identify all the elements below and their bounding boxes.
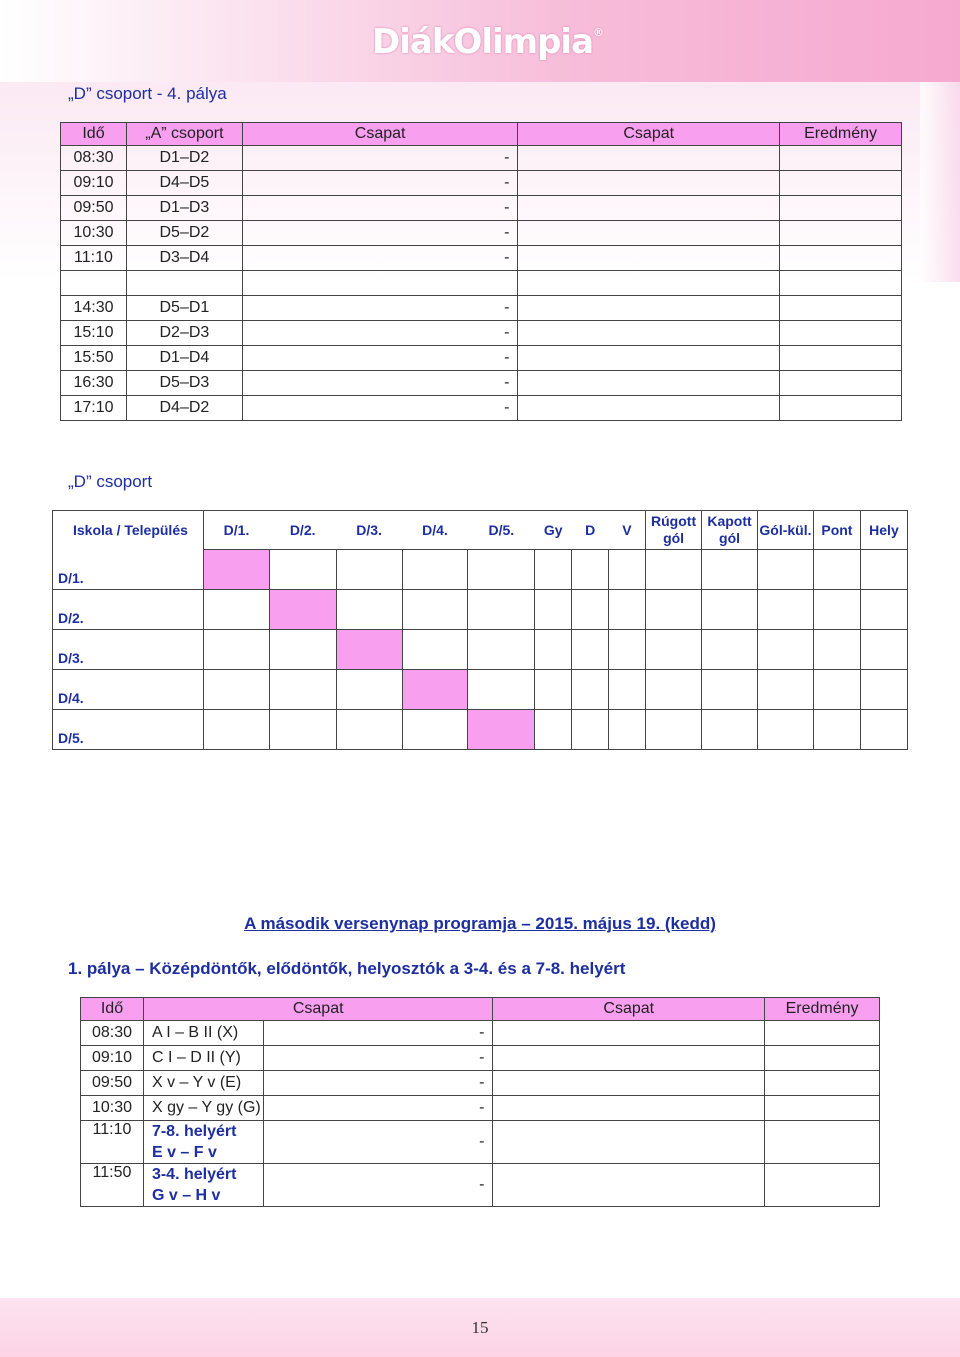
team1-cell: - bbox=[263, 1071, 493, 1096]
cell bbox=[468, 550, 535, 590]
time-cell: 11:50 bbox=[81, 1164, 144, 1207]
group-title: „D” csoport bbox=[68, 472, 153, 491]
team1-cell: - bbox=[242, 396, 518, 421]
match-cell: D5–D2 bbox=[126, 221, 242, 246]
cell bbox=[702, 550, 758, 590]
team2-cell bbox=[518, 171, 780, 196]
cell bbox=[646, 669, 702, 709]
team2-cell bbox=[518, 271, 780, 296]
group-row bbox=[53, 709, 908, 749]
cell bbox=[860, 669, 907, 709]
cell bbox=[646, 629, 702, 669]
cell bbox=[269, 669, 336, 709]
col-header: Eredmény bbox=[765, 998, 880, 1021]
result-cell bbox=[765, 1021, 880, 1046]
team2-cell bbox=[518, 246, 780, 271]
col-header: Idő bbox=[61, 123, 127, 146]
cell bbox=[336, 709, 402, 749]
table-row bbox=[61, 196, 902, 221]
col-header: D/2. bbox=[269, 511, 336, 550]
cell bbox=[572, 629, 609, 669]
result-cell bbox=[780, 246, 902, 271]
team1-cell: - bbox=[242, 146, 518, 171]
time-cell: 17:10 bbox=[61, 396, 127, 421]
group-row bbox=[53, 629, 908, 669]
cell bbox=[336, 669, 402, 709]
time-cell: 09:50 bbox=[61, 196, 127, 221]
team2-cell bbox=[518, 371, 780, 396]
table-row bbox=[61, 296, 902, 321]
time-cell: 15:10 bbox=[61, 321, 127, 346]
match-cell bbox=[143, 1164, 263, 1207]
match-cell: X gy – Y gy (G) bbox=[143, 1096, 263, 1121]
group-row bbox=[53, 550, 908, 590]
diag-cell bbox=[203, 550, 269, 590]
result-cell bbox=[780, 271, 902, 296]
col-header: Csapat bbox=[242, 123, 518, 146]
cell bbox=[758, 709, 814, 749]
match-cell: D1–D2 bbox=[126, 146, 242, 171]
match-cell: D1–D3 bbox=[126, 196, 242, 221]
placement-label: 7-8. helyért bbox=[151, 1123, 237, 1140]
cell bbox=[646, 550, 702, 590]
col-header: V bbox=[609, 511, 646, 550]
cell bbox=[702, 629, 758, 669]
time-cell: 14:30 bbox=[61, 296, 127, 321]
group-row bbox=[53, 589, 908, 629]
match-cell: D3–D4 bbox=[126, 246, 242, 271]
row-label: D/4. bbox=[53, 669, 204, 709]
team2-cell bbox=[493, 1046, 765, 1071]
col-header: „A” csoport bbox=[126, 123, 242, 146]
team1-cell: - bbox=[263, 1096, 493, 1121]
team1-cell: - bbox=[242, 196, 518, 221]
team1-cell: - bbox=[263, 1046, 493, 1071]
col-header: D bbox=[572, 511, 609, 550]
team2-cell bbox=[518, 221, 780, 246]
cell bbox=[813, 550, 860, 590]
col-header: D/1. bbox=[203, 511, 269, 550]
table-header-row bbox=[81, 998, 880, 1021]
col-header: Gy bbox=[535, 511, 572, 550]
table-row bbox=[61, 396, 902, 421]
team2-cell bbox=[518, 196, 780, 221]
cell bbox=[758, 550, 814, 590]
team1-cell: - bbox=[242, 246, 518, 271]
result-cell bbox=[780, 196, 902, 221]
team1-cell bbox=[242, 271, 518, 296]
cell bbox=[468, 589, 535, 629]
team2-cell bbox=[493, 1071, 765, 1096]
team1-cell: - bbox=[242, 221, 518, 246]
row-label: D/5. bbox=[53, 709, 204, 749]
team1-cell: - bbox=[242, 346, 518, 371]
cell bbox=[758, 629, 814, 669]
row-label: D/1. bbox=[53, 550, 204, 590]
cell bbox=[860, 550, 907, 590]
result-cell bbox=[765, 1096, 880, 1121]
team2-cell bbox=[518, 346, 780, 371]
cell bbox=[203, 629, 269, 669]
side-decoration bbox=[920, 82, 960, 282]
cell bbox=[609, 589, 646, 629]
cell bbox=[860, 629, 907, 669]
group-row bbox=[53, 669, 908, 709]
table-row bbox=[81, 1046, 880, 1071]
page-number: 15 bbox=[471, 1318, 489, 1337]
col-header: Rúgott gól bbox=[646, 511, 702, 550]
day2-subtitle: A második versenynap programja – 2015. május 19. (kedd) bbox=[244, 914, 716, 933]
diag-cell bbox=[402, 669, 468, 709]
cell bbox=[758, 589, 814, 629]
cell bbox=[535, 550, 572, 590]
diag-cell bbox=[269, 589, 336, 629]
placement-label: 3-4. helyért bbox=[151, 1166, 237, 1183]
result-cell bbox=[780, 396, 902, 421]
team1-cell: - bbox=[263, 1164, 493, 1207]
result-cell bbox=[780, 321, 902, 346]
cell bbox=[572, 550, 609, 590]
team1-cell: - bbox=[263, 1121, 493, 1164]
cell bbox=[402, 709, 468, 749]
match-cell bbox=[126, 271, 242, 296]
result-cell bbox=[780, 296, 902, 321]
match-cell: D2–D3 bbox=[126, 321, 242, 346]
match-cell: C I – D II (Y) bbox=[143, 1046, 263, 1071]
time-cell: 08:30 bbox=[61, 146, 127, 171]
team2-cell bbox=[493, 1121, 765, 1164]
result-cell bbox=[780, 146, 902, 171]
result-cell bbox=[765, 1046, 880, 1071]
cell bbox=[758, 669, 814, 709]
match-cell: D1–D4 bbox=[126, 346, 242, 371]
team2-cell bbox=[518, 396, 780, 421]
match-teams: G v – H v bbox=[151, 1187, 221, 1204]
cell bbox=[203, 709, 269, 749]
schedule-table-d bbox=[60, 122, 902, 421]
result-cell bbox=[765, 1071, 880, 1096]
match-cell: X v – Y v (E) bbox=[143, 1071, 263, 1096]
cell bbox=[813, 589, 860, 629]
table-row bbox=[61, 371, 902, 396]
col-header: Gól-kül. bbox=[758, 511, 814, 550]
col-header: Csapat bbox=[143, 998, 493, 1021]
time-cell: 16:30 bbox=[61, 371, 127, 396]
team2-cell bbox=[493, 1096, 765, 1121]
team1-cell: - bbox=[242, 296, 518, 321]
time-cell: 10:30 bbox=[81, 1096, 144, 1121]
match-cell: D5–D3 bbox=[126, 371, 242, 396]
cell bbox=[609, 550, 646, 590]
cell bbox=[535, 709, 572, 749]
team2-cell bbox=[493, 1021, 765, 1046]
schedule-table-day2 bbox=[80, 997, 880, 1207]
cell bbox=[402, 589, 468, 629]
match-cell: D5–D1 bbox=[126, 296, 242, 321]
cell bbox=[813, 629, 860, 669]
col-header: Csapat bbox=[518, 123, 780, 146]
col-header: Kapott gól bbox=[702, 511, 758, 550]
cell bbox=[468, 629, 535, 669]
diag-cell bbox=[336, 629, 402, 669]
cell bbox=[702, 589, 758, 629]
result-cell bbox=[780, 371, 902, 396]
table-row bbox=[61, 321, 902, 346]
cell bbox=[860, 589, 907, 629]
cell bbox=[609, 709, 646, 749]
table-row-empty bbox=[61, 271, 902, 296]
table-row bbox=[81, 1121, 880, 1164]
table-row bbox=[61, 346, 902, 371]
match-teams: E v – F v bbox=[151, 1144, 217, 1161]
diag-cell bbox=[468, 709, 535, 749]
cell bbox=[336, 589, 402, 629]
table-row bbox=[81, 1096, 880, 1121]
match-cell bbox=[143, 1121, 263, 1164]
result-cell bbox=[780, 221, 902, 246]
time-cell: 09:10 bbox=[81, 1046, 144, 1071]
cell bbox=[269, 709, 336, 749]
table-row bbox=[81, 1021, 880, 1046]
time-cell: 11:10 bbox=[61, 246, 127, 271]
cell bbox=[609, 669, 646, 709]
cell bbox=[535, 629, 572, 669]
col-header: Pont bbox=[813, 511, 860, 550]
time-cell: 11:10 bbox=[81, 1121, 144, 1164]
time-cell bbox=[61, 271, 127, 296]
cell bbox=[535, 669, 572, 709]
match-cell: D4–D5 bbox=[126, 171, 242, 196]
row-label: D/2. bbox=[53, 589, 204, 629]
table-row bbox=[61, 146, 902, 171]
col-header: Csapat bbox=[493, 998, 765, 1021]
team1-cell: - bbox=[242, 171, 518, 196]
team1-cell: - bbox=[263, 1021, 493, 1046]
cell bbox=[860, 709, 907, 749]
time-cell: 09:10 bbox=[61, 171, 127, 196]
match-cell: A I – B II (X) bbox=[143, 1021, 263, 1046]
team1-cell: - bbox=[242, 371, 518, 396]
cell bbox=[646, 709, 702, 749]
cell bbox=[702, 709, 758, 749]
col-header: D/4. bbox=[402, 511, 468, 550]
cell bbox=[203, 669, 269, 709]
cell bbox=[702, 669, 758, 709]
time-cell: 08:30 bbox=[81, 1021, 144, 1046]
cell bbox=[813, 669, 860, 709]
table-row bbox=[61, 246, 902, 271]
result-cell bbox=[780, 346, 902, 371]
col-header-school: Iskola / Település bbox=[53, 511, 204, 550]
table-row bbox=[81, 1164, 880, 1207]
result-cell bbox=[765, 1121, 880, 1164]
col-header: Idő bbox=[81, 998, 144, 1021]
cell bbox=[269, 629, 336, 669]
table-row bbox=[61, 221, 902, 246]
col-header: Eredmény bbox=[780, 123, 902, 146]
group-header-row bbox=[53, 511, 908, 550]
team2-cell bbox=[518, 321, 780, 346]
cell bbox=[535, 589, 572, 629]
diakolimpia-logo: DiákOlimpia® bbox=[372, 22, 604, 62]
col-header: D/5. bbox=[468, 511, 535, 550]
cell bbox=[402, 629, 468, 669]
section1-title: „D” csoport - 4. pálya bbox=[68, 84, 227, 103]
cell bbox=[336, 550, 402, 590]
group-standings-table bbox=[52, 510, 908, 750]
cell bbox=[572, 669, 609, 709]
time-cell: 10:30 bbox=[61, 221, 127, 246]
match-cell: D4–D2 bbox=[126, 396, 242, 421]
table-header-row bbox=[61, 123, 902, 146]
cell bbox=[572, 589, 609, 629]
cell bbox=[609, 629, 646, 669]
result-cell bbox=[780, 171, 902, 196]
cell bbox=[203, 589, 269, 629]
cell bbox=[402, 550, 468, 590]
team1-cell: - bbox=[242, 321, 518, 346]
time-cell: 15:50 bbox=[61, 346, 127, 371]
table-row bbox=[61, 171, 902, 196]
section2-title: 1. pálya – Középdöntők, elődöntők, helyosztók a 3-4. és a 7-8. helyért bbox=[68, 959, 626, 978]
cell bbox=[813, 709, 860, 749]
col-header: D/3. bbox=[336, 511, 402, 550]
team2-cell bbox=[518, 146, 780, 171]
cell bbox=[572, 709, 609, 749]
team2-cell bbox=[518, 296, 780, 321]
table-row bbox=[81, 1071, 880, 1096]
col-header: Hely bbox=[860, 511, 907, 550]
team2-cell bbox=[493, 1164, 765, 1207]
cell bbox=[468, 669, 535, 709]
cell bbox=[269, 550, 336, 590]
cell bbox=[646, 589, 702, 629]
row-label: D/3. bbox=[53, 629, 204, 669]
time-cell: 09:50 bbox=[81, 1071, 144, 1096]
result-cell bbox=[765, 1164, 880, 1207]
